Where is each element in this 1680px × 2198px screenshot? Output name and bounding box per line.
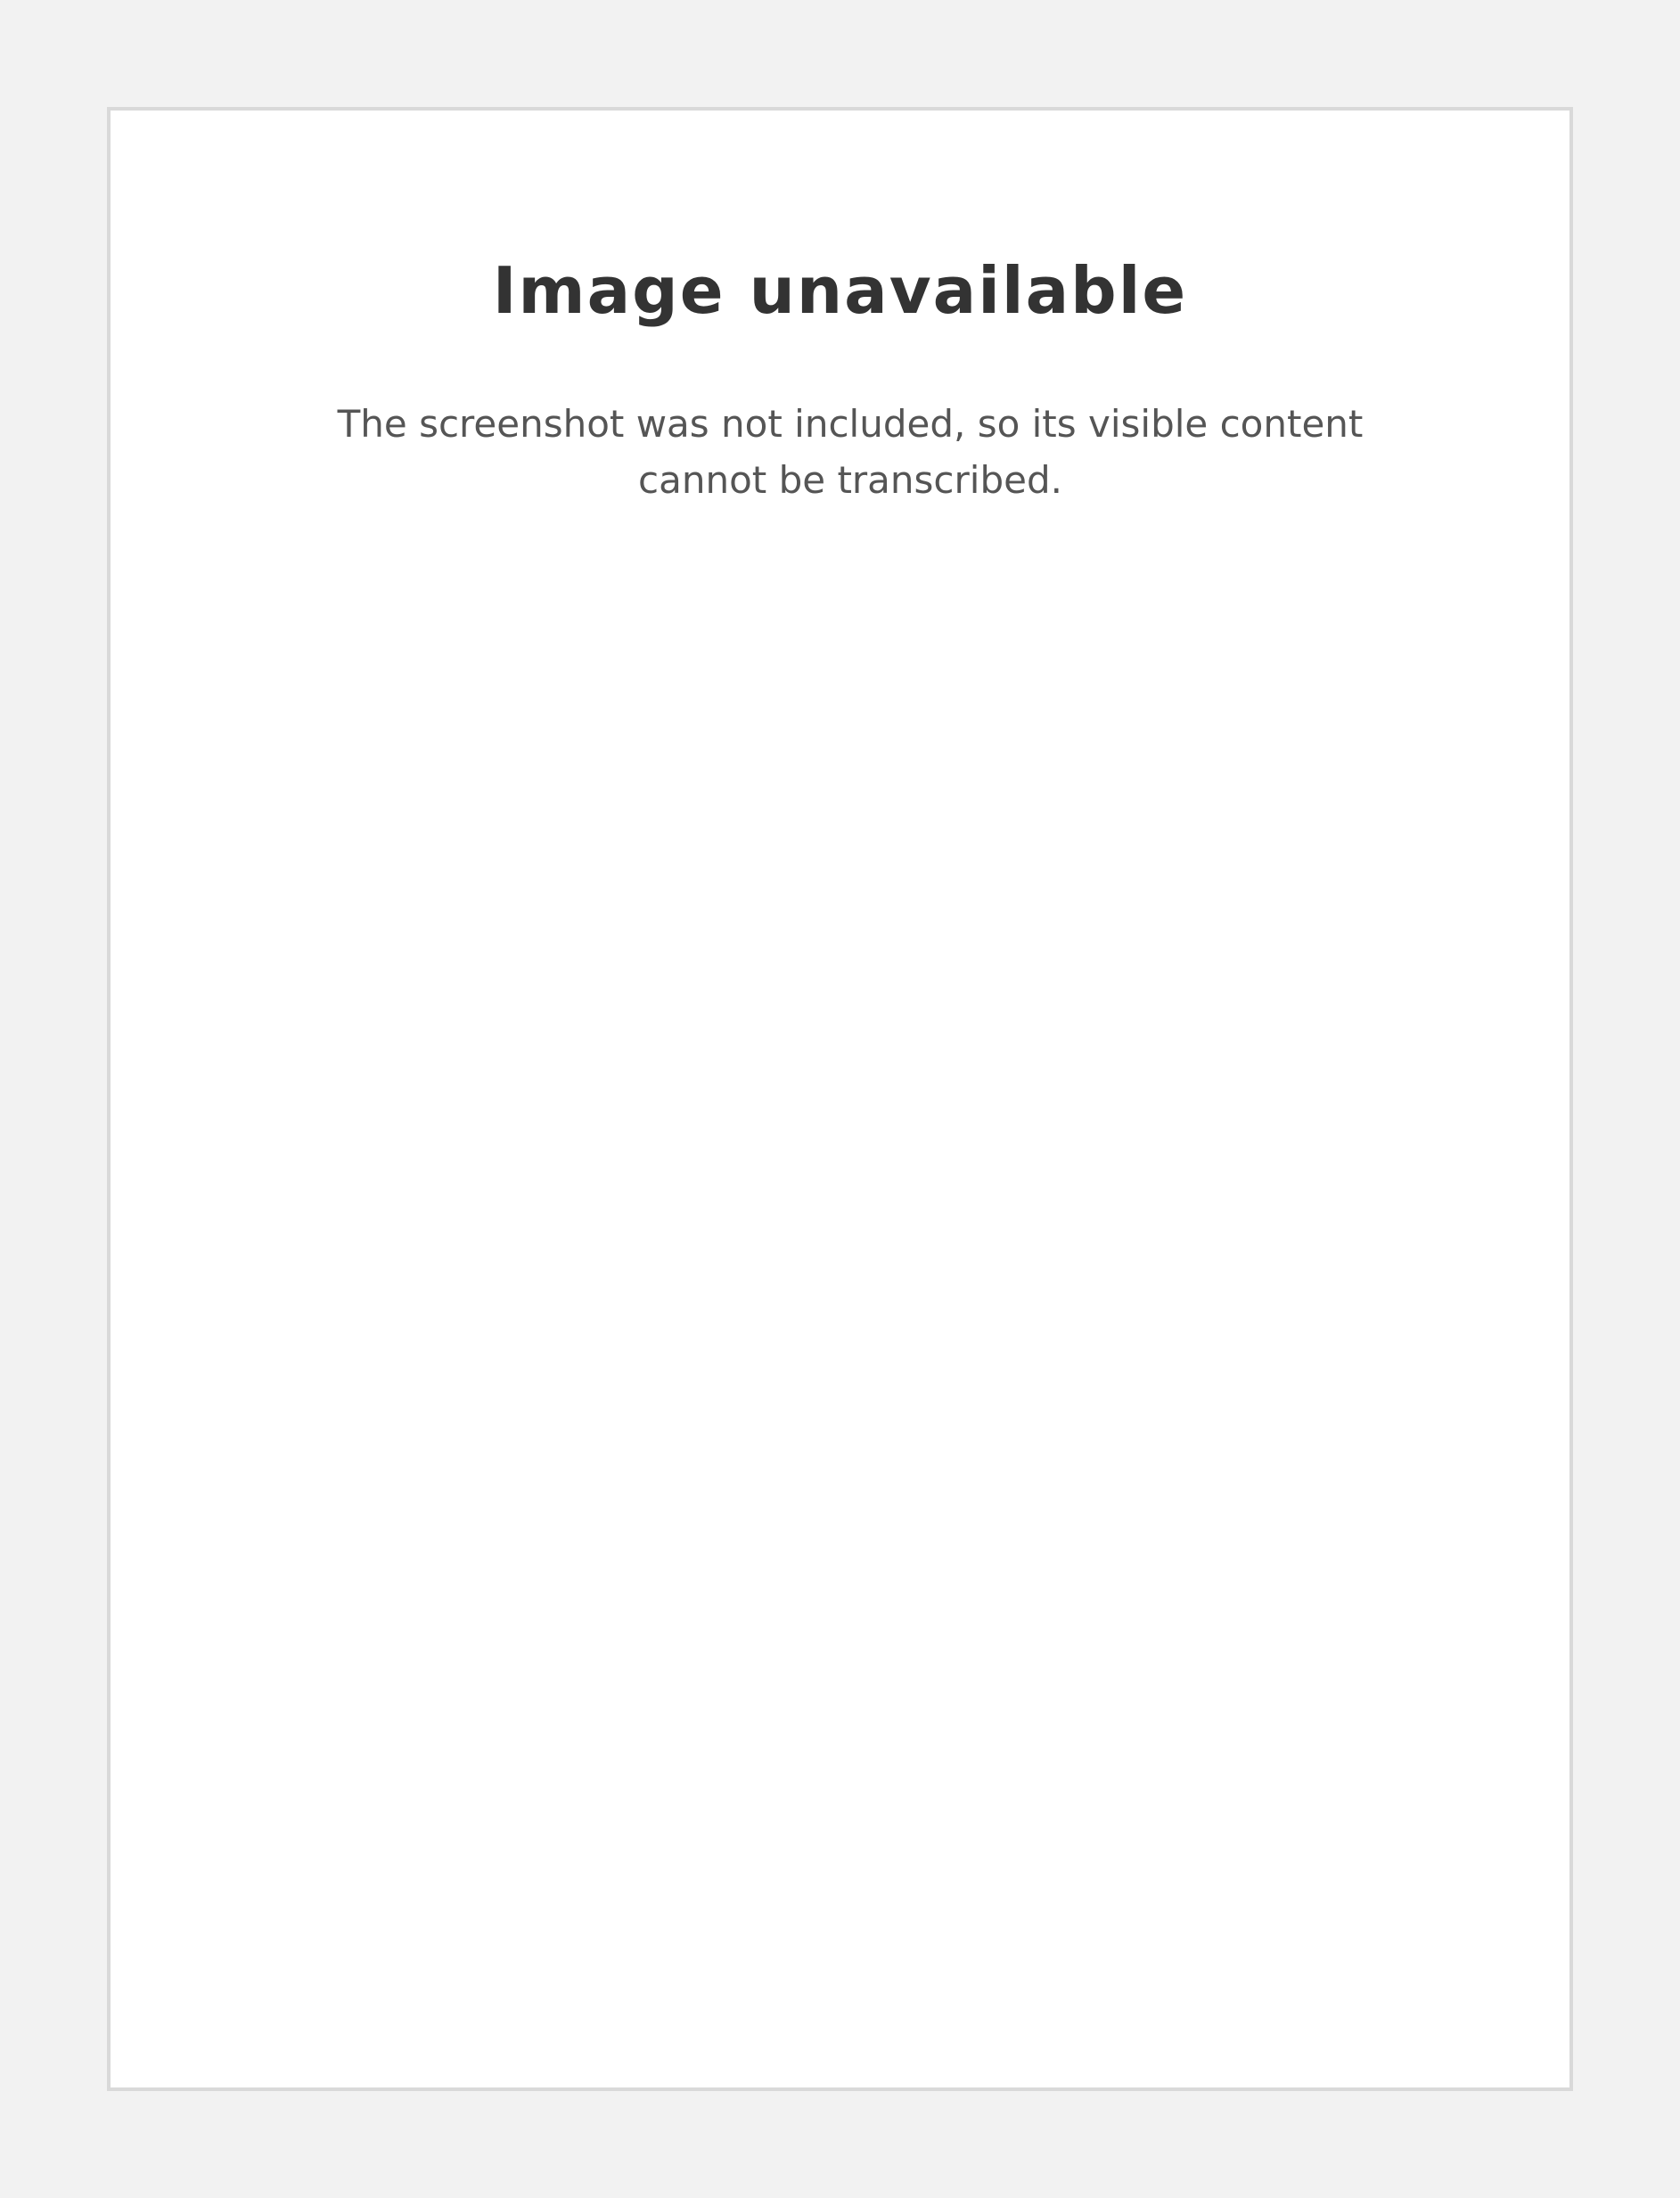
page-message: The screenshot was not included, so its visible content cannot be transcribed. [337, 402, 1364, 502]
page-title: Image unavailable [492, 253, 1188, 328]
content-area [107, 107, 1573, 2091]
